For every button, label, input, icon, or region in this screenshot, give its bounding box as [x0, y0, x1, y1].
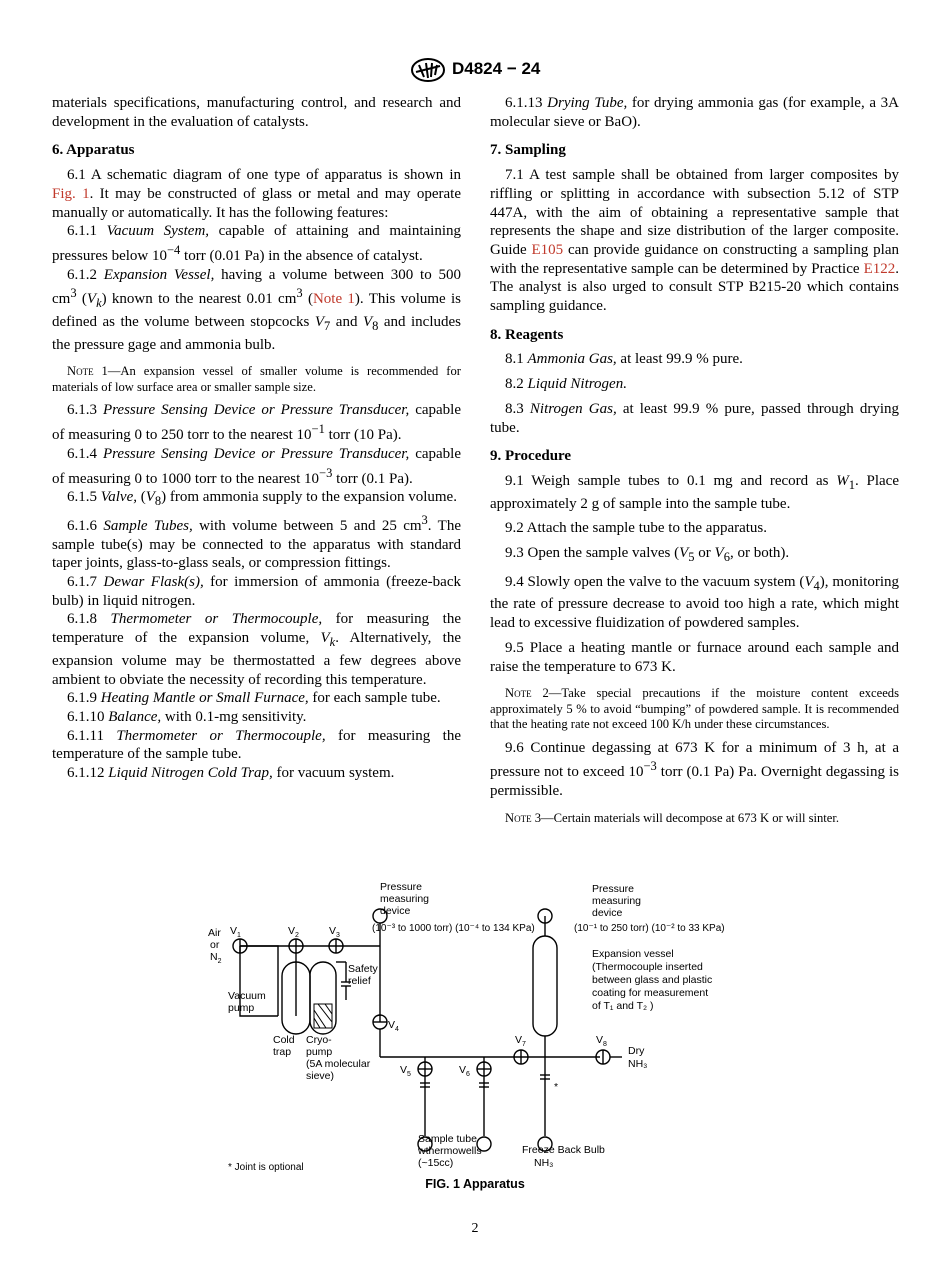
paragraph-8-2: 8.2 Liquid Nitrogen.	[505, 376, 627, 393]
paragraph-6-1-2: 6.1.2 Expansion Vessel, having a volume between 300 to 500 $cm^3$ $(V_k)$ known to the nearest 0.01 $cm^3$ (Note 1). This volume is defined as the volume between stopcocks $V_7$ and $V_8$ and includes the pressure gage and ammonia bulb.	[52, 266, 461, 353]
label-or: or	[210, 939, 220, 951]
paragraph-6-1-9: 6.1.9 Heating Mantle or Small Furnace, for each sample tube.	[67, 690, 441, 707]
label-exp-2: (Thermocouple inserted	[592, 961, 703, 973]
paragraph-6-1-6: 6.1.6 Sample Tubes, with volume between 5 and 25 $cm^3$. The sample tube(s) may be connected to the apparatus with standard taper joints, glass-to-glass seals, or compression fittings.	[52, 512, 461, 572]
label-relief: relief	[348, 975, 371, 987]
label-star: *	[554, 1081, 559, 1093]
label-cryo-pump: pump	[306, 1046, 333, 1058]
astm-logo-icon	[410, 58, 446, 82]
paragraph-9-5: 9.5 Place a heating mantle or furnace around each sample and raise the temperature to 673 K.	[490, 639, 899, 675]
label-air: Air	[208, 927, 221, 939]
figure-caption: FIG. 1 Apparatus	[425, 1177, 525, 1191]
label-safety: Safety	[348, 963, 378, 975]
apparatus-diagram	[200, 876, 760, 1176]
label-exp-1: Expansion vessel	[592, 948, 674, 960]
label-v8: $V_8$	[596, 1034, 607, 1048]
label-pm2-line3: device	[592, 907, 623, 919]
section-6-heading: 6. Apparatus	[52, 142, 135, 159]
paragraph-6-1-8: 6.1.8 Thermometer or Thermocouple, for measuring the temperature of the expansion volume, $V_k$. Alternatively, the expansion volume may be thermostatted a few degrees above ambient to obviate the necessity of recording this temperature.	[52, 611, 461, 688]
label-v6: $V_6$	[459, 1064, 470, 1078]
paragraph-7-1: 7.1 A test sample shall be obtained from larger composites by riffling or splitting in accordance with subsection 5.12 of STP 447A, with the aim of obtaining a representative sample that represents the shape and size distribution of the larger composite. Guide E105 can provide guidance on constructing a sampling plan with the representative sample can be determined by Practice E122. The analyst is also urged to consult STP B215-20 which contains sampling guidance.	[490, 167, 899, 315]
document-id: D4824 − 24	[452, 59, 541, 78]
page-header	[0, 58, 950, 84]
label-v4: $V_4$	[388, 1019, 399, 1033]
paragraph-6-1-3: 6.1.3 Pressure Sensing Device or Pressure Transducer, capable of measuring 0 to 250 torr to the nearest $10^{-1}$ torr (10 Pa).	[52, 402, 462, 444]
label-sample-3: (~15cc)	[418, 1157, 454, 1169]
label-exp-3: between glass and plastic	[592, 974, 713, 986]
label-exp-4: coating for measurement	[592, 987, 709, 999]
label-vacuum: Vacuum	[228, 990, 266, 1002]
paragraph-6-1: 6.1 A schematic diagram of one type of apparatus is shown in Fig. 1. It may be constructed of glass or metal and may operate manually or automatically. It has the following features:	[52, 167, 461, 221]
left-column	[52, 94, 461, 783]
paragraph-9-4: 9.4 Slowly open the valve to the vacuum system $(V_4)$, monitoring the rate of pressure decrease to avoid too high a rate, which might lead to excessive fluidization of powdered samples.	[490, 573, 899, 632]
label-sample-1: Sample tube	[418, 1133, 477, 1145]
section-7-heading: 7. Sampling	[490, 142, 566, 159]
paragraph-6-1-13: 6.1.13 Drying Tube, for drying ammonia gas (for example, a 3A molecular sieve or BaO).	[490, 95, 900, 130]
label-exp-5: of T₁ and T₂ )	[592, 1000, 654, 1012]
label-sieve: sieve)	[306, 1070, 335, 1082]
label-pm2-line2: measuring	[592, 895, 642, 907]
label-v1: $V_1$	[230, 925, 241, 939]
intro-paragraph: materials specifications, manufacturing control, and research and development in the evaluation of catalysts.	[52, 95, 461, 130]
section-9-heading: 9. Procedure	[490, 448, 572, 465]
paragraph-6-1-12: 6.1.12 Liquid Nitrogen Cold Trap, for vacuum system.	[67, 765, 395, 782]
paragraph-8-3: 8.3 Nitrogen Gas, at least 99.9 % pure, passed through drying tube.	[490, 400, 900, 436]
paragraph-6-1-10: 6.1.10 Balance, with 0.1-mg sensitivity.	[67, 708, 307, 725]
label-5a-molecular: (5A molecular	[306, 1058, 371, 1070]
label-pump: pump	[228, 1002, 255, 1014]
note-1-link[interactable]: Note 1	[312, 291, 355, 308]
paragraph-9-6: 9.6 Continue degassing at 673 K for a minimum of 3 h, at a pressure not to exceed $10^{-3}$ torr (0.1 Pa) Pa. Overnight degassing is permissible.	[490, 739, 899, 800]
label-pm1-line2: measuring	[380, 893, 430, 905]
paragraph-6-1-4: 6.1.4 Pressure Sensing Device or Pressure Transducer, capable of measuring 0 to 1000 torr to the nearest $10^{-3}$ torr (0.1 Pa).	[52, 445, 462, 487]
page-number: 2	[471, 1221, 479, 1236]
label-pm1-line3: device	[380, 905, 411, 917]
label-pm2-line1: Pressure	[592, 883, 635, 895]
paragraph-6-1-5: 6.1.5 Valve, $(V_8)$ from ammonia supply to the expansion volume.	[67, 489, 457, 509]
section-8-heading: 8. Reagents	[490, 326, 564, 343]
label-cryo: Cryo-	[306, 1034, 332, 1046]
label-v7: $V_7$	[515, 1034, 526, 1048]
label-dry: Dry	[628, 1045, 645, 1057]
label-pm1-line1: Pressure	[380, 881, 423, 893]
paragraph-9-2: 9.2 Attach the sample tube to the apparatus.	[505, 520, 768, 537]
fig-1-link[interactable]: Fig. 1	[52, 185, 90, 202]
label-v3: $V_3$	[329, 925, 340, 939]
e105-link[interactable]: E105	[531, 241, 564, 258]
label-n2: $N_2$	[210, 951, 222, 965]
label-dry-nh3: NH₃	[628, 1058, 648, 1070]
note-3: Note 3—Certain materials will decompose at 673 K or will sinter.	[505, 810, 840, 825]
paragraph-6-1-7: 6.1.7 Dewar Flask(s), for immersion of ammonia (freeze-back bulb) in liquid nitrogen.	[52, 574, 461, 609]
e122-link[interactable]: E122	[863, 260, 896, 277]
label-sample-2: wthermowells	[418, 1145, 482, 1157]
label-v5: $V_5$	[400, 1064, 411, 1078]
right-column	[490, 94, 899, 832]
note-2: Note 2—Take special precautions if the moisture content exceeds approximately 5 % to avoid “bumping” of powdered sample. It is recommended that the heating rate not exceed 100 K/h under these circumstances.	[490, 686, 899, 732]
paragraph-9-1: 9.1 Weigh sample tubes to 0.1 mg and record as $W_1$. Place approximately 2 g of sample into the sample tube.	[490, 472, 899, 512]
label-freeze-1: Freeze Back Bulb	[522, 1144, 605, 1156]
label-pm2-range: (10⁻¹ to 250 torr) (10⁻² to 33 KPa)	[574, 923, 725, 934]
label-trap: trap	[273, 1046, 292, 1058]
paragraph-9-3: 9.3 Open the sample valves ($V_5$ or $V_6$, or both).	[505, 545, 790, 565]
label-cold: Cold	[273, 1034, 295, 1046]
paragraph-8-1: 8.1 Ammonia Gas, at least 99.9 % pure.	[505, 351, 743, 368]
note-1: Note 1—An expansion vessel of smaller volume is recommended for materials of low surface area or smaller sample size.	[52, 364, 461, 394]
label-pm1-range: (10⁻³ to 1000 torr) (10⁻⁴ to 134 KPa)	[372, 923, 535, 934]
apparatus-figure	[200, 876, 760, 1196]
paragraph-6-1-11: 6.1.11 Thermometer or Thermocouple, for measuring the temperature of the sample tube.	[52, 727, 461, 763]
label-joint-optional: * Joint is optional	[228, 1162, 304, 1173]
paragraph-6-1-1: 6.1.1 Vacuum System, capable of attaining and maintaining pressures below $10^{-4}$ torr (0.01 Pa) in the absence of catalyst.	[52, 223, 461, 264]
label-v2: $V_2$	[288, 925, 299, 939]
label-freeze-2: NH₃	[534, 1157, 554, 1169]
